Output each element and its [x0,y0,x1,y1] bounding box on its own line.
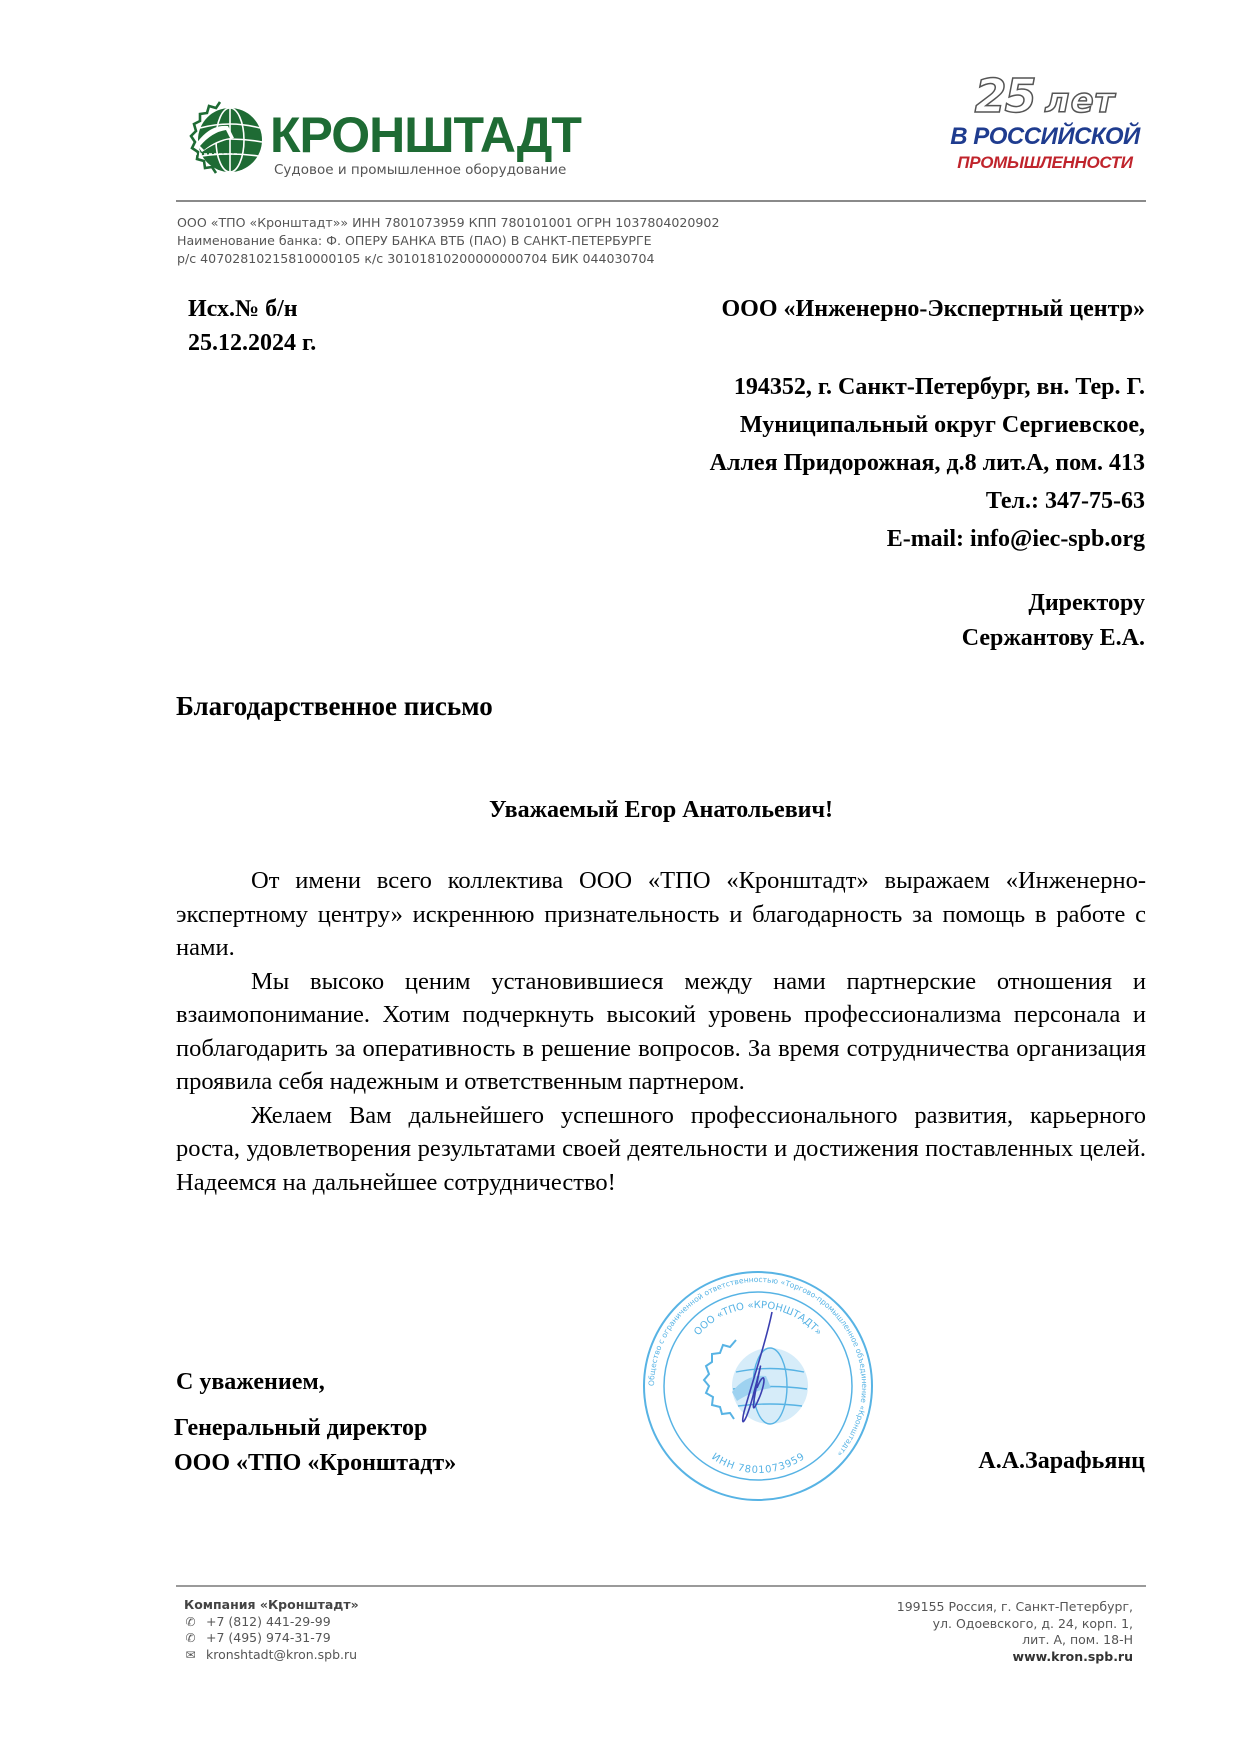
outgoing-reference [188,292,316,360]
address-line: Муниципальный округ Сергиевское, [739,412,1145,438]
letter-body [176,864,1146,1199]
requisites-line: ООО «ТПО «Кронштадт»» ИНН 7801073959 КПП 780101001 ОГРН 1037804020902 [177,215,720,230]
addressee-position: Директору [1028,590,1145,616]
addressee-name: Сержантову Е.А. [961,625,1145,651]
signer-name: А.А.Зарафьянц [978,1448,1145,1474]
outgoing-number: Исх.№ б/н [188,296,298,322]
footer-divider [176,1585,1146,1587]
anniversary-number: 25 [974,69,1035,123]
salutation: Уважаемый Егор Анатольевич! [488,797,834,823]
footer-phone[interactable]: +7 (812) 441-29-99 [206,1613,331,1629]
mail-icon: ✉ [185,1647,196,1662]
svg-text:ИНН 7801073959 [710,1451,807,1476]
recipient-address [710,368,1145,558]
signer-position [174,1411,456,1481]
address-line: 194352, г. Санкт-Петербург, вн. Тер. Г. [733,374,1145,400]
company-logo-name: КРОНШТАДТ [270,107,581,163]
phone-icon: ✆ [185,1631,196,1645]
footer-phone-row [184,1630,359,1647]
address-line: Аллея Придорожная, д.8 лит.А, пом. 413 [709,450,1145,476]
stamp-outer-text: Общество с ограниченной ответственностью «Торгово-промышленное объединение «Кронштадт» [646,1274,870,1459]
anniversary-line3: ПРОМЫШЛЕННОСТИ [957,153,1133,172]
footer-phone-row [184,1614,359,1631]
header-divider [176,200,1146,202]
footer-company-name: Компания «Кронштадт» [184,1597,359,1612]
anniversary-number-line [945,70,1145,122]
footer-address-line: лит. А, пом. 18-Н [1022,1632,1133,1647]
recipient-email: E-mail: info@iec-spb.org [886,526,1145,552]
letter-date: 25.12.2024 г. [188,330,317,356]
anniversary-badge [945,70,1145,174]
body-paragraph: От имени всего коллектива ООО «ТПО «Кронштадт» выражаем «Инженерно-экспертному центру» искреннюю признательность и благодарность за помощь в работе с нами. [176,867,1146,961]
recipient-phone: Тел.: 347-75-63 [985,488,1145,514]
requisites-line: Наименование банка: Ф. ОПЕРУ БАНКА ВТБ (ПАО) В САНКТ-ПЕТЕРБУРГЕ [177,233,652,248]
svg-text:ООО «ТПО «КРОНШТАДТ» [692,1300,823,1338]
closing-phrase: С уважением, [176,1369,325,1395]
recipient-organization: ООО «Инженерно-Экспертный центр» [721,296,1145,322]
footer-address-line: 199155 Россия, г. Санкт-Петербург, [896,1599,1133,1614]
addressee [962,586,1145,656]
footer-address-line: ул. Одоевского, д. 24, корп. 1, [932,1615,1133,1631]
footer-email[interactable]: kronshtadt@kron.spb.ru [206,1646,358,1662]
company-stamp [640,1268,876,1504]
phone-icon: ✆ [185,1614,196,1629]
footer-contacts [184,1597,359,1663]
company-requisites [177,214,719,268]
footer-email-row [184,1647,359,1664]
company-logo-emblem [176,96,268,188]
footer-phone[interactable]: +7 (495) 974-31-79 [206,1630,331,1645]
anniversary-word: лет [1044,81,1116,121]
stamp-inn: ИНН 7801073959 [709,1451,807,1477]
footer-address [897,1599,1133,1665]
body-paragraph: Желаем Вам дальнейшего успешного профессионального развития, карьерного роста, удовлетворения результатами своей деятельности и достижения поставленных целей. Надеемся на дальнейшее сотрудничество! [176,1101,1146,1196]
anniversary-line2: В РОССИЙСКОЙ [950,123,1140,150]
requisites-line: р/с 40702810215810000105 к/с 30101810200000000704 БИК 044030704 [177,251,655,266]
stamp-inner-text: ООО «ТПО «КРОНШТАДТ» [692,1299,824,1338]
body-paragraph: Мы высоко ценим установившиеся между нами партнерские отношения и взаимопонимание. Хотим подчеркнуть высокий уровень профессионализма персонала и поблагодарить за оперативность в решение вопросов. За время сотрудничества организация проявила себя надежным и ответственным партнером. [176,967,1146,1095]
company-logo-tagline: Судовое и промышленное оборудование [274,162,567,178]
footer-website[interactable]: www.kron.spb.ru [1012,1648,1133,1664]
signer-organization: ООО «ТПО «Кронштадт» [174,1450,457,1476]
document-title: Благодарственное письмо [176,691,493,721]
signer-title: Генеральный директор [174,1415,428,1441]
